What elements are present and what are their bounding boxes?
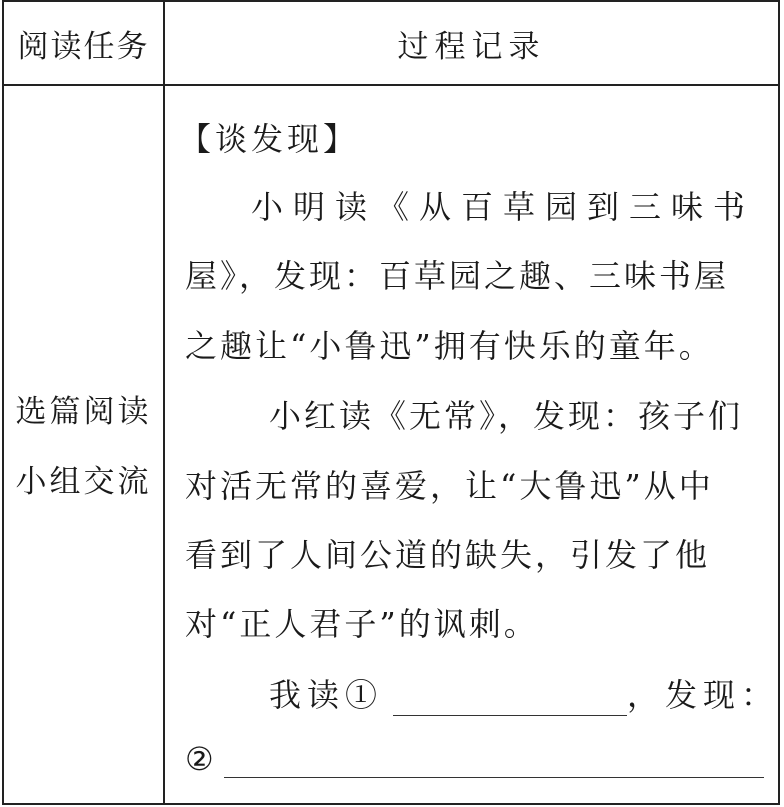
blank2-marker: ② [185, 740, 214, 778]
task-line-2: 小组交流 [15, 464, 152, 500]
record-line-1: 小明读《从百草园到三味书 [251, 188, 756, 226]
task-line-1: 选篇阅读 [15, 394, 152, 430]
blank1-marker: ① [345, 676, 384, 714]
task-cell [4, 86, 163, 805]
section-title: 【谈发现】 [179, 120, 360, 158]
record-line-4: 小红读《无常》，发现：孩子们 [269, 397, 744, 435]
prompt-suffix: ，发现： [627, 676, 780, 714]
answer-blank-1[interactable] [393, 681, 627, 716]
reading-task-table [2, 0, 780, 805]
record-line-5: 对活无常的喜爱，让“大鲁迅”从中 [185, 467, 714, 505]
fill-in-line-2 [185, 740, 784, 778]
record-line-3: 之趣让“小鲁迅”拥有快乐的童年。 [185, 327, 714, 365]
answer-blank-2[interactable] [224, 743, 764, 778]
header-task: 阅读任务 [17, 28, 150, 65]
header-record: 过程记录 [397, 28, 546, 65]
record-line-2: 屋》，发现：百草园之趣、三味书屋 [185, 257, 730, 295]
record-line-7: 对“正人君子”的讽刺。 [185, 605, 539, 643]
paragraph-line [165, 182, 778, 228]
record-line-6: 看到了人间公道的缺失，引发了他 [185, 536, 711, 574]
record-cell [165, 86, 778, 805]
fill-in-line-1 [269, 670, 784, 716]
prompt-prefix: 我读 [269, 676, 346, 714]
